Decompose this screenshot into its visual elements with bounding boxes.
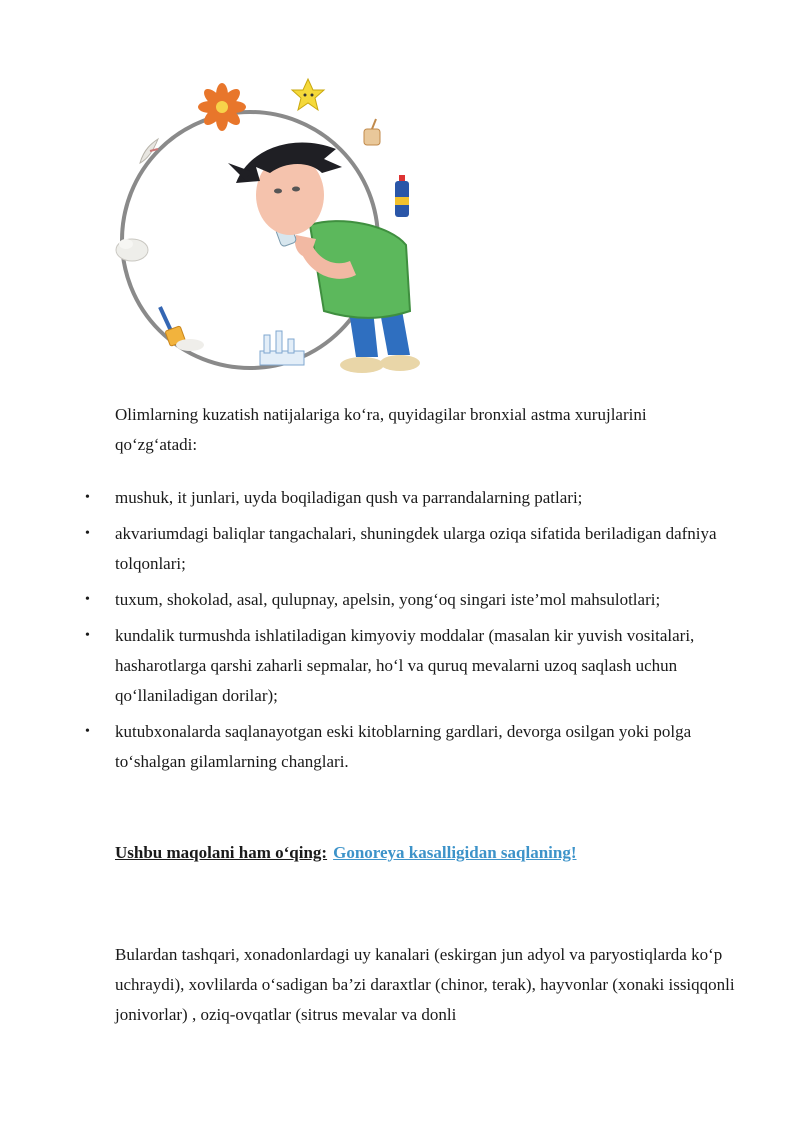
list-item-text: mushuk, it junlari, uyda boqiladigan qush va parrandalarning patlari; [115,488,583,507]
list-item [85,717,735,777]
flower-icon [198,83,246,131]
list-item-text: tuxum, shokolad, asal, qulupnay, apelsin, yong‘oq singari iste’mol mahsulotlari; [115,590,661,609]
read-also-label: Ushbu maqolani ham o‘qing: [115,843,328,862]
bullet-icon: • [85,724,90,739]
dust-cloud-icon [116,239,148,261]
spray-can-icon [395,175,409,217]
read-also-link[interactable]: Gonoreya kasalligidan saqlaning! [333,843,577,862]
list-item [85,519,735,579]
closing-paragraph: Bulardan tashqari, xonadonlardagi uy kanalari (eskirgan jun adyol va paryostiqlarda ko‘p uchraydi), xovlilarda o‘sadigan ba’zi daraxtlar (chinor, terak), hayvonlar (xonaki issiqqonli jonivorlar) , oziq-ovqatlar (sitrus mevalar va donli [115,945,735,1024]
list-item-text: kundalik turmushda ishlatiladigan kimyoviy moddalar (masalan kir yuvish vositalari, hasharotlarga qarshi zaharli sepmalar, ho‘l va quruq mevalarni uzoq saqlash uchun qo‘llaniladigan dorilar); [115,626,695,705]
glassware-icon [260,331,304,365]
boy-figure [228,142,420,373]
bullet-icon: • [85,592,90,607]
bullet-icon: • [85,628,90,643]
broom-icon [160,307,204,351]
bullet-icon: • [85,490,90,505]
list-item-text: kutubxonalarda saqlanayotgan eski kitoblarning gardlari, devorga osilgan yoki polga to‘shalgan gilamlarning changlari. [115,722,692,771]
cup-icon [364,119,380,145]
list-item [85,585,735,615]
allergen-list [85,483,735,783]
asthma-boy-illustration [110,75,440,380]
read-also-line [115,843,577,863]
bullet-icon: • [85,526,90,541]
intro-paragraph: Olimlarning kuzatish natijalariga ko‘ra, quyidagilar bronxial astma xurujlarini qo‘zg‘atadi: [115,405,647,454]
list-item [85,483,735,513]
sun-icon [292,79,324,110]
list-item-text: akvariumdagi baliqlar tangachalari, shuningdek ularga oziqa sifatida beriladigan dafniya tolqonlari; [115,524,717,573]
list-item [85,621,735,711]
